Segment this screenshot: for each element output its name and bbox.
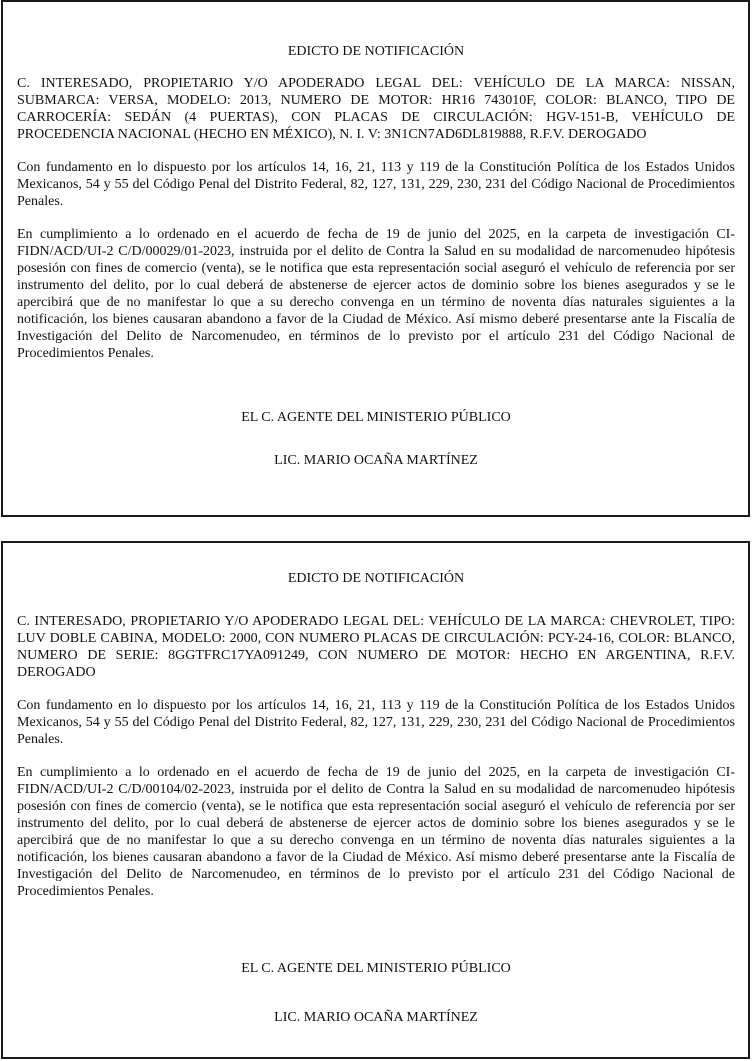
notice-order: En cumplimiento a lo ordenado en el acuerdo de fecha de 19 de junio del 2025, en la carpeta de investigación CI-FIDN/ACD/UI-2 C/D/00029/01-2023, instruida por el delito de Contra la Salud en su modalidad de narcomenudeo hipótesis posesión con fines de comercio (venta), se le notifica que esta representación social aseguró el vehículo de referencia por ser instrumento del delito, por lo cual deberá de abstenerse de ejercer actos de dominio sobre los bienes asegurados y se le apercibirá que de no manifestar lo que a su derecho convenga en un término de noventa días naturales siguientes a la notificación, los bienes causaran abandono a favor de la Ciudad de México. Así mismo deberé presentarse ante la Fiscalía de Investigación del Delito de Narcomenudeo, en términos de lo previsto por el artículo 231 del Código Nacional de Procedimientos Penales. <box>17 227 735 361</box>
signatory-name: LIC. MARIO OCAÑA MARTÍNEZ <box>274 1010 478 1025</box>
signatory-role: EL C. AGENTE DEL MINISTERIO PÚBLICO <box>241 961 511 976</box>
notice-legal-basis: Con fundamento en lo dispuesto por los artículos 14, 16, 21, 113 y 119 de la Constitución Política de los Estados Unidos Mexicanos, 54 y 55 del Código Penal del Distrito Federal, 82, 127, 131, 229, 230, 231 del Código Nacional de Procedimientos Penales. <box>17 160 735 209</box>
notice-legal-basis: Con fundamento en lo dispuesto por los artículos 14, 16, 21, 113 y 119 de la Constitución Política de los Estados Unidos Mexicanos, 54 y 55 del Código Penal del Distrito Federal, 82, 127, 131, 229, 230, 231 del Código Nacional de Procedimientos Penales. <box>17 698 735 747</box>
signatory-name: LIC. MARIO OCAÑA MARTÍNEZ <box>274 453 478 468</box>
notice-chevrolet <box>1 541 750 1059</box>
notice-title: EDICTO DE NOTIFICACIÓN <box>287 44 465 59</box>
notice-nissan <box>1 0 750 517</box>
signatory-role: EL C. AGENTE DEL MINISTERIO PÚBLICO <box>241 410 511 425</box>
notice-subject: C. INTERESADO, PROPIETARIO Y/O APODERADO LEGAL DEL: VEHÍCULO DE LA MARCA: NISSAN, SUBMARCA: VERSA, MODELO: 2013, NUMERO DE MOTOR: HR16 743010F, COLOR: BLANCO, TIPO DE CARROCERÍA: SEDÁN (4 PUERTAS), CON PLACAS DE CIRCULACIÓN: HGV-151-B, VEHÍCULO DE PROCEDENCIA NACIONAL (HECHO EN MÉXICO), N. I. V: 3N1CN7AD6DL819888, R.F.V. DEROGADO <box>17 76 735 142</box>
notice-subject: C. INTERESADO, PROPIETARIO Y/O APODERADO LEGAL DEL: VEHÍCULO DE LA MARCA: CHEVROLET, TIPO: LUV DOBLE CABINA, MODELO: 2000, CON NUMERO PLACAS DE CIRCULACIÓN: PCY-24-16, COLOR: BLANCO, NUMERO DE SERIE: 8GGTFRC17YA091249, CON NUMERO DE MOTOR: HECHO EN ARGENTINA, R.F.V. DEROGADO <box>17 614 735 680</box>
notice-title: EDICTO DE NOTIFICACIÓN <box>287 571 465 586</box>
notice-order: En cumplimiento a lo ordenado en el acuerdo de fecha de 19 de junio del 2025, en la carpeta de investigación CI-FIDN/ACD/UI-2 C/D/00104/02-2023, instruida por el delito de Contra la Salud en su modalidad de narcomenudeo hipótesis posesión con fines de comercio (venta), se le notifica que esta representación social aseguró el vehículo de referencia por ser instrumento del delito, por lo cual deberá de abstenerse de ejercer actos de dominio sobre los bienes asegurados y se le apercibirá que de no manifestar lo que a su derecho convenga en un término de noventa días naturales siguientes a la notificación, los bienes causaran abandono a favor de la Ciudad de México. Así mismo deberé presentarse ante la Fiscalía de Investigación del Delito de Narcomenudeo, en términos de lo previsto por el artículo 231 del Código Nacional de Procedimientos Penales. <box>17 765 735 899</box>
